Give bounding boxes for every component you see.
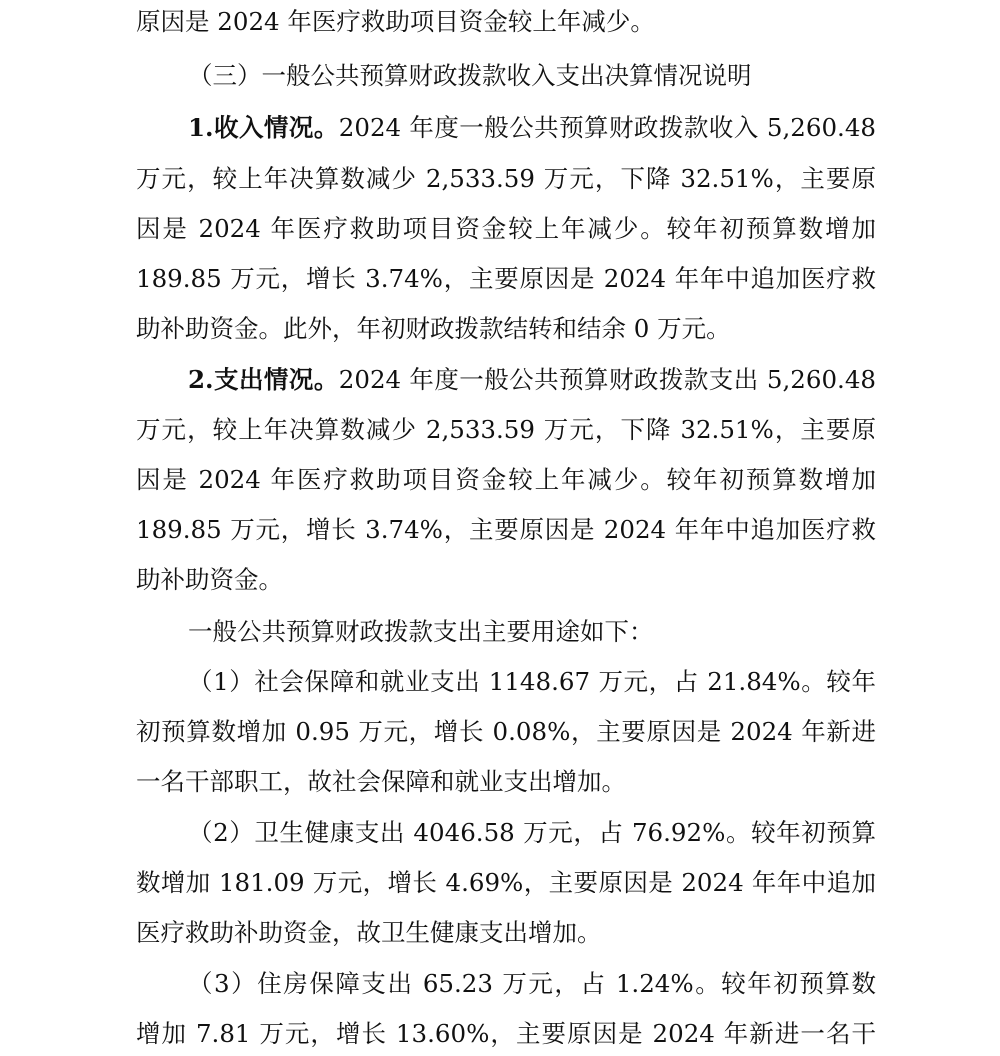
paragraph-line: 数增加 181.09 万元，增长 4.69%，主要原因是 2024 年年中追加	[136, 868, 876, 897]
paragraph-line: 189.85 万元，增长 3.74%，主要原因是 2024 年年中追加医疗救	[136, 515, 876, 544]
paragraph-line: 万元，较上年决算数减少 2,533.59 万元，下降 32.51%，主要原	[136, 164, 876, 193]
paragraph-line: （2）卫生健康支出 4046.58 万元，占 76.92%。较年初预算	[188, 818, 876, 847]
paragraph-line: 医疗救助补助资金，故卫生健康支出增加。	[136, 918, 602, 947]
paragraph-line: （1）社会保障和就业支出 1148.67 万元，占 21.84%。较年	[188, 667, 876, 696]
paragraph-line: 189.85 万元，增长 3.74%，主要原因是 2024 年年中追加医疗救	[136, 264, 876, 293]
income-heading: 1.收入情况。	[188, 113, 339, 142]
paragraph-line: 一般公共预算财政拨款支出主要用途如下：	[188, 617, 654, 646]
expense-text: 2024 年度一般公共预算财政拨款支出 5,260.48	[338, 365, 877, 394]
income-text: 2024 年度一般公共预算财政拨款收入 5,260.48	[338, 113, 877, 142]
expense-paragraph-first-line	[188, 360, 876, 400]
paragraph-line: 助补助资金。此外，年初财政拨款结转和结余 0 万元。	[136, 314, 731, 343]
paragraph-line: （3）住房保障支出 65.23 万元，占 1.24%。较年初预算数	[188, 969, 876, 998]
paragraph-line: 因是 2024 年医疗救助项目资金较上年减少。较年初预算数增加	[136, 465, 876, 494]
paragraph-line: 增加 7.81 万元，增长 13.60%，主要原因是 2024 年新进一名干	[136, 1019, 876, 1048]
income-paragraph-first-line	[188, 108, 876, 148]
paragraph-line: 因是 2024 年医疗救助项目资金较上年减少。较年初预算数增加	[136, 214, 876, 243]
paragraph-line: 一名干部职工，故社会保障和就业支出增加。	[136, 767, 626, 796]
expense-heading: 2.支出情况。	[188, 365, 339, 394]
paragraph-line: 原因是 2024 年医疗救助项目资金较上年减少。	[136, 7, 655, 36]
paragraph-line: 初预算数增加 0.95 万元，增长 0.08%，主要原因是 2024 年新进	[136, 717, 876, 746]
paragraph-line: 万元，较上年决算数减少 2,533.59 万元，下降 32.51%，主要原	[136, 415, 876, 444]
paragraph-line: 助补助资金。	[136, 565, 283, 594]
section-heading: （三）一般公共预算财政拨款收入支出决算情况说明	[188, 61, 752, 90]
